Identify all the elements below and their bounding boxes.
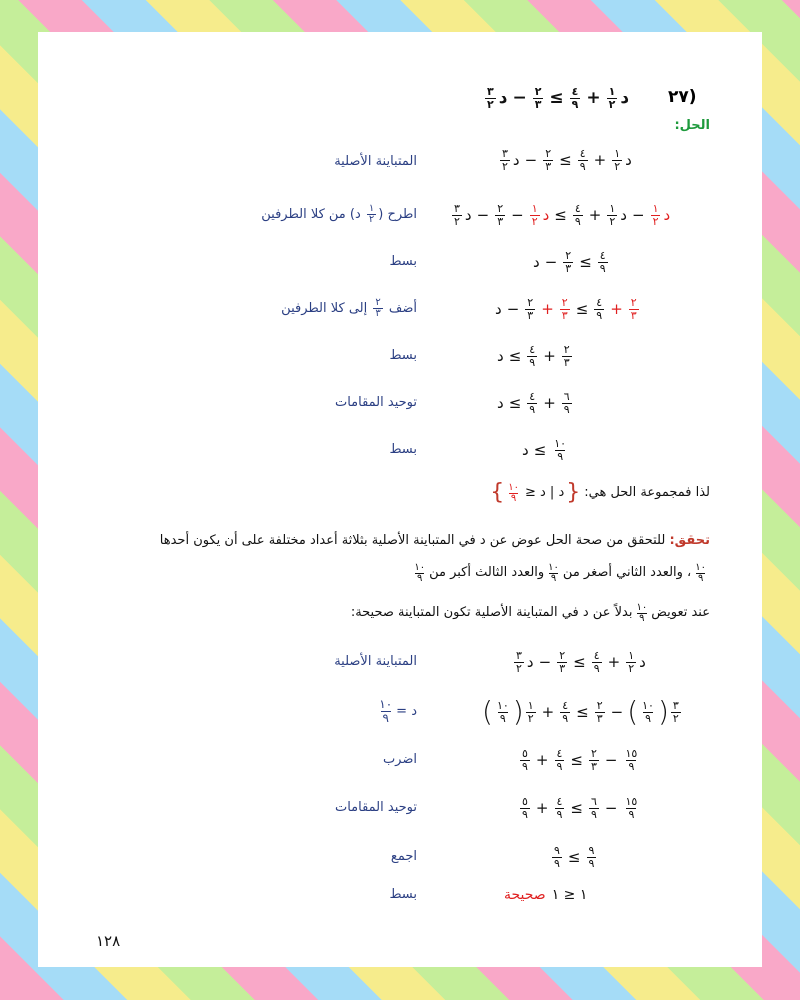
check-paragraph-line-1: تحقق: للتحقق من صحة الحل عوض عن د في المتباينة الأصلية بثلاثة أعداد مختلفة على أن يكون أحدها: [159, 533, 710, 548]
step-5-expression: د ≤ $\frac{٤}{٩}$ + $\frac{٢}{٣}$: [497, 342, 570, 369]
check-keyword: تحقق:: [669, 533, 710, 548]
step-7-label: بسط: [389, 442, 417, 457]
step-6-expression: د ≤ $\frac{٤}{٩}$ + $\frac{٦}{٩}$: [497, 389, 570, 416]
solution-set-line: لذا فمجموعة الحل هي: { $\frac{١٠}{٩}$ د | د ≤ }: [490, 480, 710, 505]
check-step-5-expression: $\frac{٩}{٩}$ ≤ $\frac{٩}{٩}$: [554, 843, 595, 870]
check-step-5-label: اجمع: [390, 849, 417, 864]
final-result-expression: ١ ≤ ١: [551, 887, 588, 903]
fraction: $\frac{٣}{٢}$: [487, 84, 494, 111]
check-step-1-expression: $\frac{٣}{٢}$ د − $\frac{٢}{٣}$ ≤ $\frac{٤}{٩}$ + $\frac{١}{٢}$ د: [516, 648, 646, 675]
check-step-4-label: توحيد المقامات: [334, 800, 417, 815]
step-3-expression: د − $\frac{٢}{٣}$ ≤ $\frac{٤}{٩}$: [533, 248, 606, 275]
step-7-expression: د ≤ $\frac{١٠}{٩}$: [522, 436, 567, 463]
check-step-2-expression: ( $\frac{١٠}{٩}$ ) $\frac{١}{٢}$ + $\frac{٤}{٩}$ ≤ $\frac{٢}{٣}$ − ( $\frac{١٠}{٩}$ ) $\frac{٣}{٢}$: [482, 695, 679, 728]
check-step-3-expression: $\frac{٥}{٩}$ + $\frac{٤}{٩}$ ≤ $\frac{٢}{٣}$ − $\frac{١٥}{٩}$: [522, 746, 638, 773]
check-step-1-label: المتباينة الأصلية: [334, 654, 417, 669]
check-step-6-expression: [504, 875, 587, 915]
white-content-panel: [38, 32, 762, 967]
solution-set-condition: د | د ≤: [524, 485, 565, 500]
step-2-label: اطرح ( $\frac{١}{٢}$ د) من كلا الطرفين: [261, 203, 417, 225]
check-paragraph-line-3: عند تعويض $\frac{١٠}{٩}$ بدلاً عن د في المتباينة الأصلية تكون المتباينة صحيحة:: [350, 601, 710, 624]
problem-statement: $\frac{٣}{٢}$ د − $\frac{٢}{٣}$ ≤ $\frac{٤}{٩}$ + $\frac{١}{٢}$ د: [487, 84, 630, 111]
step-4-label: أضف $\frac{٢}{٣}$ إلى كلا الطرفين: [281, 297, 417, 319]
check-step-4-expression: $\frac{٥}{٩}$ + $\frac{٤}{٩}$ ≤ $\frac{٦}{٩}$ − $\frac{١٥}{٩}$: [522, 794, 638, 821]
check-paragraph-line-2: $\frac{١٠}{٩}$ ، والعدد الثاني أصغر من $\frac{١٠}{٩}$ والعدد الثالث أكبر من $\frac{١٠}{٩}$: [414, 561, 706, 584]
final-result-word: صحيحة: [504, 887, 546, 903]
step-1-label: المتباينة الأصلية: [334, 154, 417, 169]
step-1-expression: $\frac{٣}{٢}$ د − $\frac{٢}{٣}$ ≤ $\frac{٤}{٩}$ + $\frac{١}{٢}$ د: [502, 146, 632, 173]
step-3-label: بسط: [389, 254, 417, 269]
check-step-6-label: بسط: [389, 887, 417, 902]
step-6-label: توحيد المقامات: [334, 395, 417, 410]
page-number: ١٢٨: [96, 932, 121, 950]
check-step-2-label: د = $\frac{١٠}{٩}$: [379, 697, 417, 725]
step-4-expression: د − $\frac{٢}{٣}$ + $\frac{٢}{٣}$ ≤ $\frac{٤}{٩}$ + $\frac{٢}{٣}$: [495, 295, 637, 322]
problem-number: ٢٧): [668, 87, 697, 107]
check-step-3-label: اضرب: [382, 752, 417, 767]
step-2-expression: $\frac{٣}{٢}$ د − $\frac{٢}{٣}$ − $\frac{١}{٢}$ د ≤ $\frac{٤}{٩}$ + $\frac{١}{٢}$ د − $\frac{١}{٢}$ د: [454, 201, 671, 228]
solution-header: الحل:: [674, 118, 710, 133]
step-5-label: بسط: [389, 348, 417, 363]
